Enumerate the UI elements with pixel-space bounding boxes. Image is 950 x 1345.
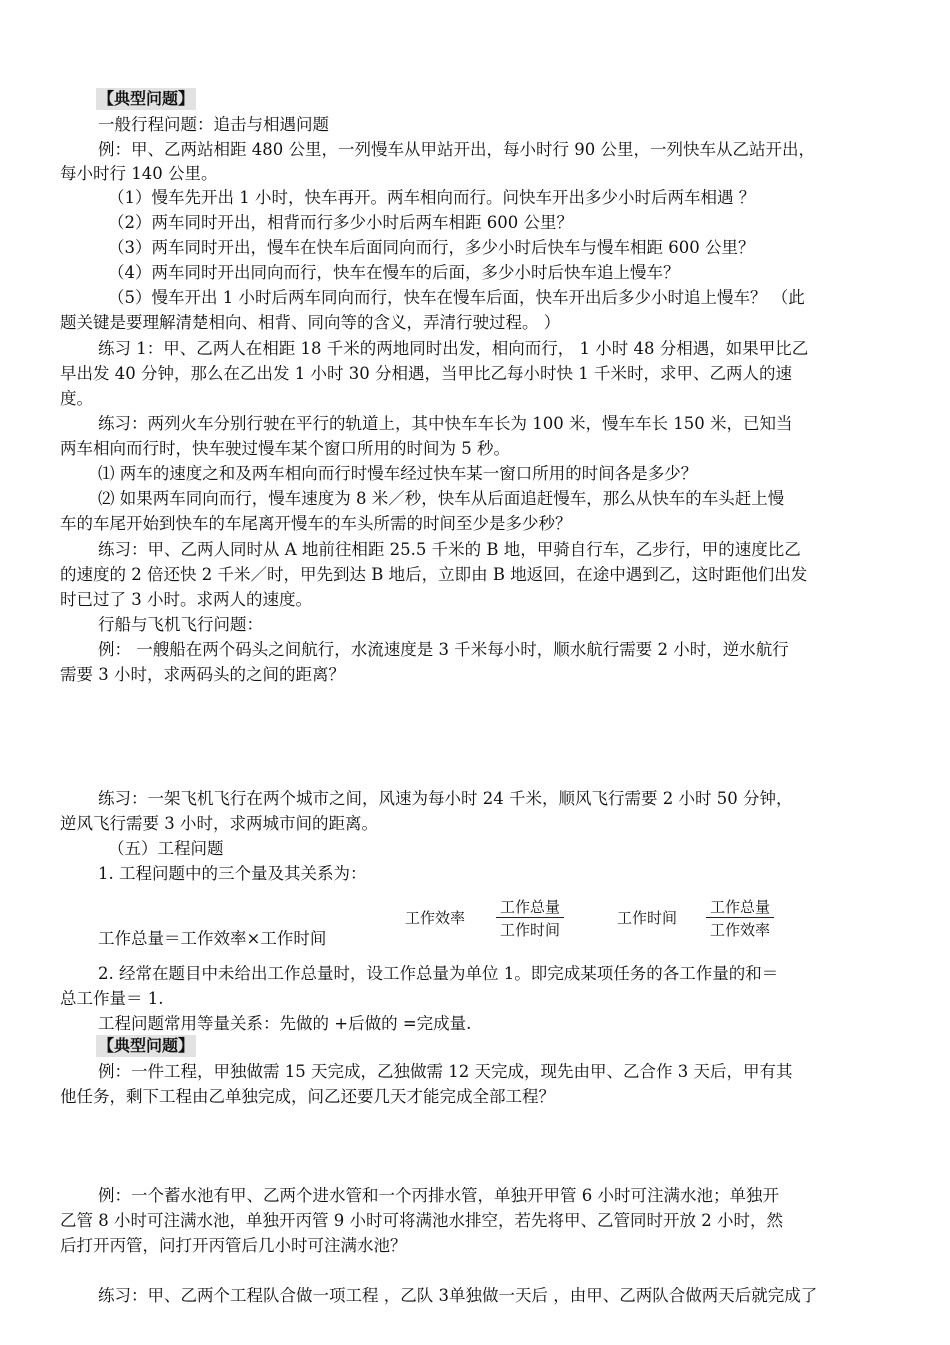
text-line: 总工作量＝ 1.: [60, 989, 164, 1008]
text-line: ⑴ 两车的速度之和及两车相向而行时慢车经过快车某一窗口所用的时间各是多少？: [98, 464, 698, 483]
text-line: （2）两车同时开出，相背而行多少小时后两车相距 600 公里？: [108, 213, 573, 232]
text-line: 1. 工程问题中的三个量及其关系为：: [98, 864, 367, 883]
text-line: 练习：一架飞机飞行在两个城市之间，风速为每小时 24 千米，顺风飞行需要 2 小时 50 分钟，: [98, 789, 793, 808]
text-line: 一般行程问题：追击与相遇问题: [98, 115, 329, 134]
text-line: 2. 经常在题目中未给出工作总量时，设工作总量为单位 1。即完成某项任务的各工作量的和＝: [98, 964, 779, 983]
text-line: 每小时行 140 公里。: [60, 164, 218, 183]
text-line: 练习：甲、乙两人同时从 A 地前往相距 25.5 千米的 B 地，甲骑自行车，乙步行，甲的速度比乙: [98, 540, 801, 559]
text-line: （1）慢车先开出 1 小时，快车再开。两车相向而行。问快车开出多少小时后两车相遇 ？: [108, 188, 756, 207]
text-line: 例： 一艘船在两个码头之间航行，水流速度是 3 千米每小时，顺水航行需要 2 小时，逆水航行: [98, 640, 789, 659]
text-line: 逆风飞行需要 3 小时，求两城市间的距离。: [60, 814, 378, 833]
work-total-formula: 工作总量＝工作效率×工作时间: [98, 929, 327, 948]
fraction-numerator: 工作总量: [496, 897, 564, 918]
section-header: 【典型问题】: [98, 89, 195, 108]
text-line: 例：一件工程，甲独做需 15 天完成，乙独做需 12 天完成，现先由甲、乙合作 3 天后，甲有其: [98, 1062, 793, 1081]
text-line: （3）两车同时开出，慢车在快车后面同向而行，多少小时后快车与慢车相距 600 公里？: [108, 238, 755, 257]
text-line: 需要 3 小时，求两码头的之间的距离？: [60, 665, 345, 684]
text-line: 乙管 8 小时可注满水池，单独开丙管 9 小时可将满池水排空，若先将甲、乙管同时开放 2 小时，然: [60, 1211, 783, 1230]
text-line: 练习：两列火车分别行驶在平行的轨道上，其中快车车长为 100 米，慢车车长 150 米，已知当: [98, 414, 793, 433]
text-line: ⑵ 如果两车同向而行，慢车速度为 8 米／秒，快车从后面追赶慢车，那么从快车的车头赶上慢: [98, 489, 785, 508]
text-line: 两车相向而行时，快车驶过慢车某个窗口所用的时间为 5 秒。: [60, 439, 510, 458]
text-line: 工程问题常用等量关系：先做的 +后做的 =完成量.: [98, 1014, 472, 1033]
text-line: （五）工程问题: [108, 839, 224, 858]
text-line: 练习 1：甲、乙两人在相距 18 千米的两地同时出发，相向而行， 1 小时 48 分相遇，如果甲比乙: [98, 339, 809, 358]
text-line: 车的车尾开始到快车的车尾离开慢车的车头所需的时间至少是多少秒？: [60, 514, 572, 533]
text-line: 后打开丙管，问打开丙管后几小时可注满水池？: [60, 1236, 407, 1255]
text-line: （4）两车同时开出同向而行，快车在慢车的后面，多少小时后快车追上慢车？: [108, 263, 680, 282]
text-line: 行船与飞机飞行问题：: [98, 615, 263, 634]
text-line: 题关键是要理解清楚相向、相背、同向等的含义，弄清行驶过程。 ）: [60, 313, 561, 332]
fraction-denominator: 工作效率: [710, 921, 771, 939]
time-fraction: [706, 897, 774, 940]
text-line: 度。: [60, 389, 93, 408]
text-line: （5）慢车开出 1 小时后两车同向而行，快车在慢车后面，快车开出后多少小时追上慢车？ （此: [108, 288, 805, 307]
time-label: 工作时间: [617, 909, 678, 927]
rate-label: 工作效率: [405, 909, 466, 927]
section-header: 【典型问题】: [98, 1036, 195, 1055]
rate-fraction: [496, 897, 564, 940]
text-line: 例：一个蓄水池有甲、乙两个进水管和一个丙排水管，单独开甲管 6 小时可注满水池；单独开: [98, 1186, 779, 1205]
text-line: 他任务，剩下工程由乙单独完成，问乙还要几天才能完成全部工程？: [60, 1087, 555, 1106]
text-line: 早出发 40 分钟，那么在乙出发 1 小时 30 分相遇，当甲比乙每小时快 1 千米时，求甲、乙两人的速: [60, 364, 792, 383]
text-line: 的速度的 2 倍还快 2 千米／时，甲先到达 B 地后，立即由 B 地返回，在途中遇到乙，这时距他们出发: [60, 565, 808, 584]
fraction-numerator: 工作总量: [706, 897, 774, 918]
text-line: 时已过了 3 小时。求两人的速度。: [60, 590, 312, 609]
fraction-denominator: 工作时间: [500, 921, 561, 939]
text-line: 练习：甲、乙两个工程队合做一项工程 ，乙队 3单独做一天后 ，由甲、乙两队合做两天后就完成了: [98, 1286, 818, 1305]
text-line: 例：甲、乙两站相距 480 公里，一列慢车从甲站开出，每小时行 90 公里，一列快车从乙站开出，: [98, 140, 815, 159]
